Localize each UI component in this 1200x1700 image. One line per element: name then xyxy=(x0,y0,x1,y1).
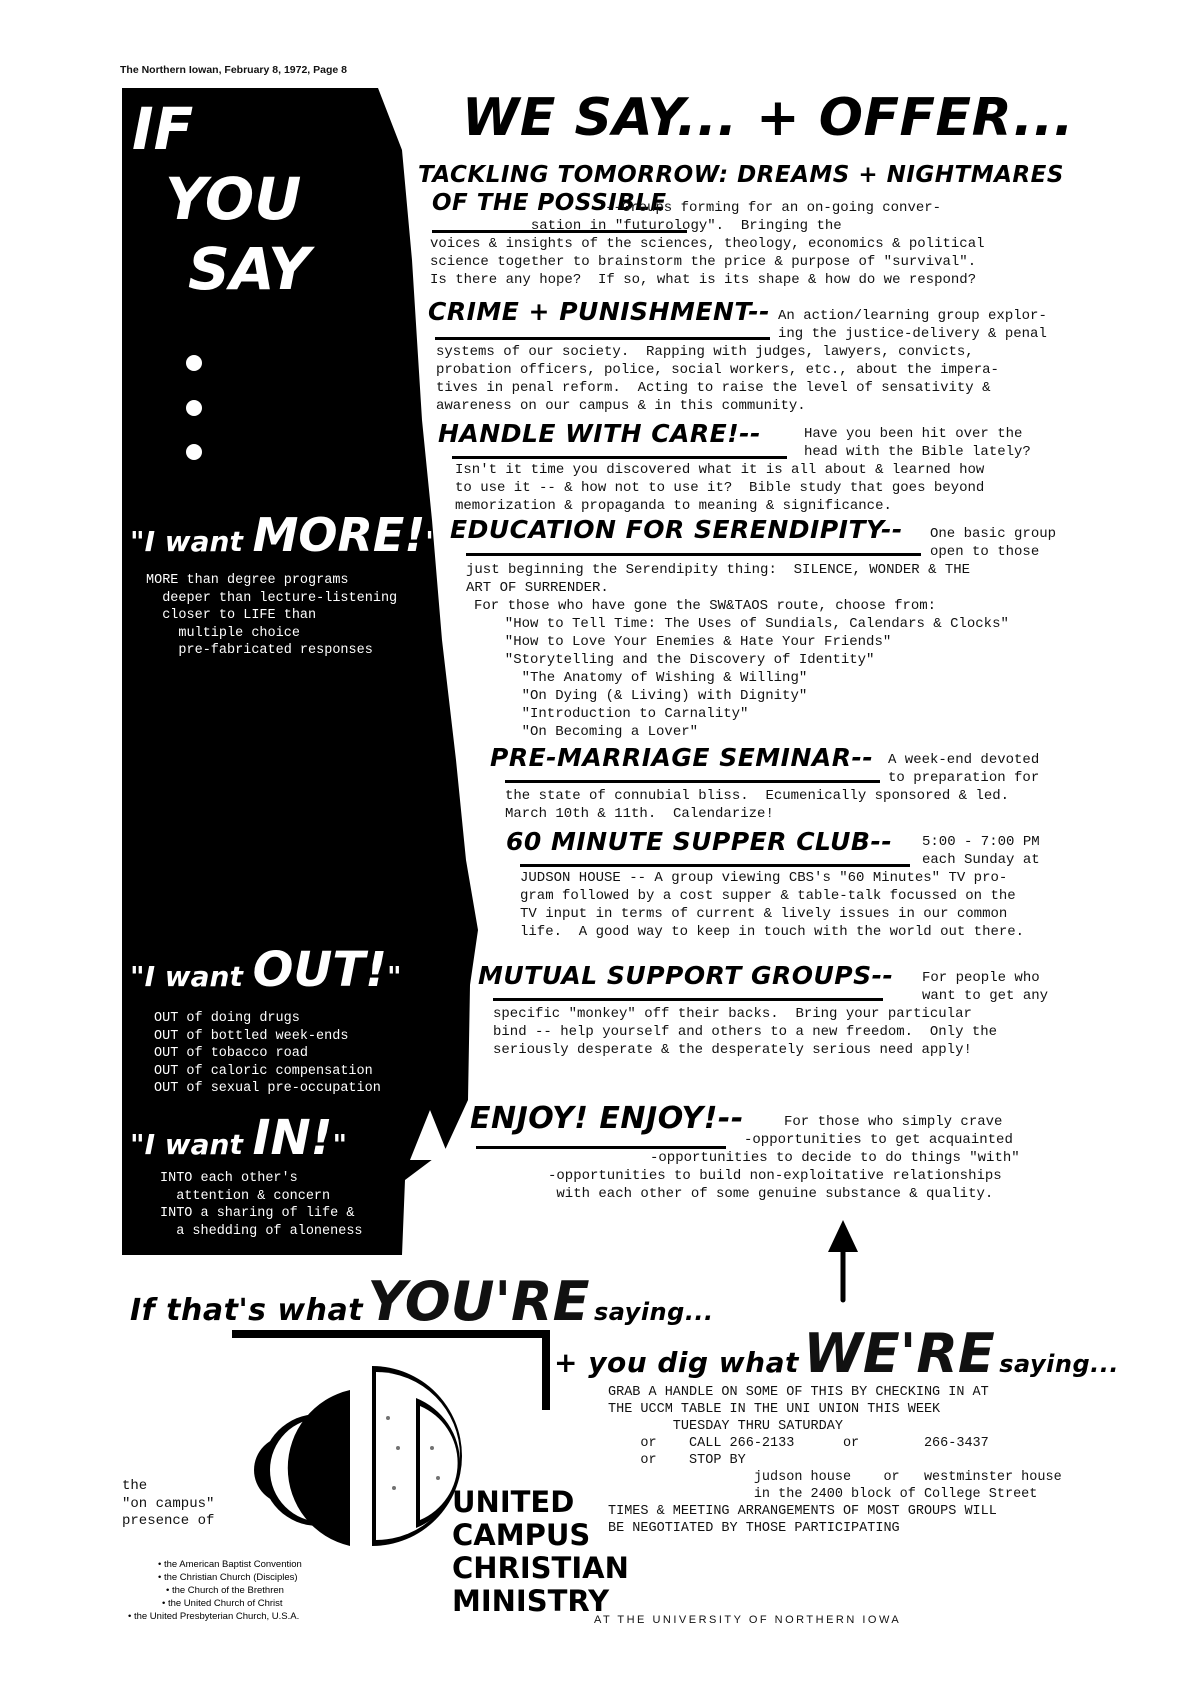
offer-text: awareness on our campus & in this community. xyxy=(436,398,806,414)
contact-line: GRAB A HANDLE ON SOME OF THIS BY CHECKING IN AT xyxy=(608,1385,989,1400)
offer-text: gram followed by a cost supper & table-talk focussed on the xyxy=(520,888,1016,904)
out-word: OUT! xyxy=(252,942,388,998)
offer-text: -opportunities to get acquainted xyxy=(744,1132,1013,1148)
saying-text: saying... xyxy=(999,1350,1119,1378)
offer-text: 5:00 - 7:00 PM xyxy=(922,834,1040,850)
ministry-name-line: CHRISTIAN xyxy=(452,1551,629,1585)
contact-line: THE UCCM TABLE IN THE UNI UNION THIS WEEK xyxy=(608,1402,941,1417)
course-title: "On Becoming a Lover" xyxy=(488,724,699,740)
contact-line: judson house or westminster house xyxy=(608,1470,1062,1485)
in-line: a shedding of aloneness xyxy=(160,1223,363,1239)
offer-text: head with the Bible lately? xyxy=(804,444,1031,460)
offer-title: CRIME + PUNISHMENT-- xyxy=(428,297,770,326)
more-line: multiple choice xyxy=(146,625,300,641)
offer-text: tives in penal reform. Acting to raise the level of sensativity & xyxy=(436,380,991,396)
offer-text: ART OF SURRENDER. xyxy=(466,580,609,596)
out-line: OUT of doing drugs xyxy=(154,1011,300,1026)
offer-text: Isn't it time you discovered what it is all about & learned how xyxy=(455,462,985,478)
offer-text: ing the justice-delivery & penal xyxy=(778,326,1047,342)
more-line: pre-fabricated responses xyxy=(146,643,373,658)
in-line: INTO each other's xyxy=(160,1171,298,1186)
presence-line: presence of xyxy=(122,1513,215,1529)
ministry-name-line: MINISTRY xyxy=(452,1584,610,1618)
offer-title: ENJOY! ENJOY!-- xyxy=(470,1101,744,1136)
more-line: MORE than degree programs xyxy=(146,573,349,588)
contact-line: TUESDAY THRU SATURDAY xyxy=(608,1419,843,1434)
offer-text: TV input in terms of current & lively issues in our common xyxy=(520,906,1008,922)
offer-text: systems of our society. Rapping with judges, lawyers, convicts, xyxy=(436,344,974,360)
course-title: "On Dying (& Living) with Dignity" xyxy=(488,688,808,704)
if-thats-what: If that's what xyxy=(130,1293,364,1328)
offer-text: each Sunday at xyxy=(922,852,1040,868)
if-word: IF xyxy=(132,95,194,163)
and-you-dig-what: + you dig what xyxy=(554,1346,799,1379)
out-line: OUT of bottled week-ends xyxy=(154,1028,349,1044)
offer-text: Have you been hit over the xyxy=(804,426,1023,442)
offer-title: PRE-MARRIAGE SEMINAR-- xyxy=(490,743,874,772)
offer-text: For people who xyxy=(922,970,1040,986)
denominations-list xyxy=(128,1558,302,1623)
denomination: • the United Presbyterian Church, U.S.A. xyxy=(128,1611,300,1622)
denomination: • the Christian Church (Disciples) xyxy=(158,1572,298,1583)
were-word: WE'RE xyxy=(803,1322,995,1385)
offer-text: voices & insights of the sciences, theology, economics & political xyxy=(430,236,985,252)
offer-title: TACKLING TOMORROW: DREAMS + NIGHTMARES xyxy=(418,162,1064,188)
more-quote-open: "I want xyxy=(130,525,253,558)
offer-text: to use it -- & how not to use it? Bible study that goes beyond xyxy=(455,480,985,496)
ministry-tagline: AT THE UNIVERSITY OF NORTHERN IOWA xyxy=(594,1614,902,1626)
offer-text: specific "monkey" off their backs. Bring your particular xyxy=(493,1006,972,1022)
in-line: INTO a sharing of life & xyxy=(160,1206,355,1221)
offer-text: science together to brainstorm the price & purpose of "survival". xyxy=(430,254,977,270)
offer-text: open to those xyxy=(930,544,1040,560)
more-word: MORE! xyxy=(252,508,426,562)
out-line: OUT of sexual pre-occupation xyxy=(154,1081,381,1096)
ministry-name xyxy=(452,1486,629,1618)
in-quote-close: " xyxy=(332,1128,348,1161)
offer-text: -opportunities to build non-exploitative relationships xyxy=(548,1168,1002,1184)
offer-text: For those who have gone the SW&TAOS route, choose from: xyxy=(474,598,937,614)
masthead: The Northern Iowan, February 8, 1972, Page 8 xyxy=(120,64,347,76)
presence-text xyxy=(122,1478,214,1531)
offer-text: with each other of some genuine substance & quality. xyxy=(548,1186,994,1202)
offer-text: probation officers, police, social workers, etc., about the impera- xyxy=(436,362,999,378)
more-line: closer to LIFE than xyxy=(146,608,317,623)
offer-text: life. A good way to keep in touch with the world out there. xyxy=(520,924,1025,940)
phone-line: or CALL 266-2133 or 266-3437 xyxy=(608,1436,989,1451)
say-word: SAY xyxy=(188,235,311,303)
in-word: IN! xyxy=(252,1110,333,1166)
out-line: OUT of caloric compensation xyxy=(154,1063,373,1079)
offer-text: bind -- help yourself and others to a new freedom. Only the xyxy=(493,1024,998,1040)
contact-line: BE NEGOTIATED BY THOSE PARTICIPATING xyxy=(608,1521,900,1536)
closing-line-2 xyxy=(554,1322,1119,1385)
you-word: YOU xyxy=(165,165,302,233)
offer-text: to preparation for xyxy=(888,770,1040,786)
course-title: "How to Love Your Enemies & Hate Your Friends" xyxy=(488,634,892,650)
offer-title: EDUCATION FOR SERENDIPITY-- xyxy=(450,515,903,544)
course-title: "How to Tell Time: The Uses of Sundials, Calendars & Clocks" xyxy=(488,616,1009,632)
denomination: • the United Church of Christ xyxy=(162,1598,283,1609)
course-title: "The Anatomy of Wishing & Willing" xyxy=(488,670,808,686)
more-quote-close: " xyxy=(425,525,440,558)
offer-title: HANDLE WITH CARE!-- xyxy=(438,419,761,448)
offer-text: March 10th & 11th. Calendarize! xyxy=(505,806,774,822)
presence-line: the xyxy=(122,1478,148,1494)
offer-text: the state of connubial bliss. Ecumenically sponsored & led. xyxy=(505,788,1010,804)
out-quote-close: " xyxy=(387,960,402,993)
offer-text: seriously desperate & the desperately serious need apply! xyxy=(493,1042,972,1058)
offer-text: -opportunities to decide to do things "with" xyxy=(650,1150,1020,1166)
in-quote-open: "I want xyxy=(130,1128,253,1161)
offer-title: MUTUAL SUPPORT GROUPS-- xyxy=(478,961,894,990)
contact-line: TIMES & MEETING ARRANGEMENTS OF MOST GROUPS WILL xyxy=(608,1504,997,1519)
youre-word: YOU'RE xyxy=(367,1270,590,1333)
offer-text: JUDSON HOUSE -- A group viewing CBS's "60 Minutes" TV pro- xyxy=(520,870,1008,886)
offer-title: 60 MINUTE SUPPER CLUB-- xyxy=(506,827,893,856)
contact-block xyxy=(608,1384,1062,1537)
offer-text: sation in "futurology". Bringing the xyxy=(430,218,842,234)
offer-text: memorization & propaganda to meaning & significance. xyxy=(455,498,892,514)
course-title: "Storytelling and the Discovery of Identity" xyxy=(488,652,875,668)
offer-text: want to get any xyxy=(922,988,1049,1004)
out-line: OUT of tobacco road xyxy=(154,1046,308,1061)
out-quote-open: "I want xyxy=(130,960,253,993)
more-line: deeper than lecture-listening xyxy=(146,590,398,606)
saying-text: saying... xyxy=(593,1298,714,1326)
offer-text: One basic group xyxy=(930,526,1057,542)
offer-text: just beginning the Serendipity thing: SILENCE, WONDER & THE xyxy=(466,562,971,578)
ministry-name-line: UNITED xyxy=(452,1485,575,1519)
ministry-name-line: CAMPUS xyxy=(452,1518,591,1552)
offer-text: For those who simply crave xyxy=(784,1114,1003,1130)
offer-text: A week-end devoted xyxy=(888,752,1040,768)
headline: WE SAY... + OFFER... xyxy=(462,88,1074,148)
in-line: attention & concern xyxy=(160,1188,331,1204)
offer-text: Is there any hope? If so, what is its shape & how do we respond? xyxy=(430,272,977,288)
presence-line: "on campus" xyxy=(122,1495,215,1512)
contact-line: in the 2400 block of College Street xyxy=(608,1487,1038,1502)
denomination: • the American Baptist Convention xyxy=(158,1559,302,1570)
course-title: "Introduction to Carnality" xyxy=(488,706,749,722)
offer-text: An action/learning group explor- xyxy=(778,308,1047,324)
denomination: • the Church of the Brethren xyxy=(166,1585,284,1596)
contact-line: or STOP BY xyxy=(608,1453,746,1468)
offer-title: OF THE POSSIBLE xyxy=(432,190,667,216)
offer-text: --Groups forming for an on-going conver- xyxy=(605,200,942,216)
